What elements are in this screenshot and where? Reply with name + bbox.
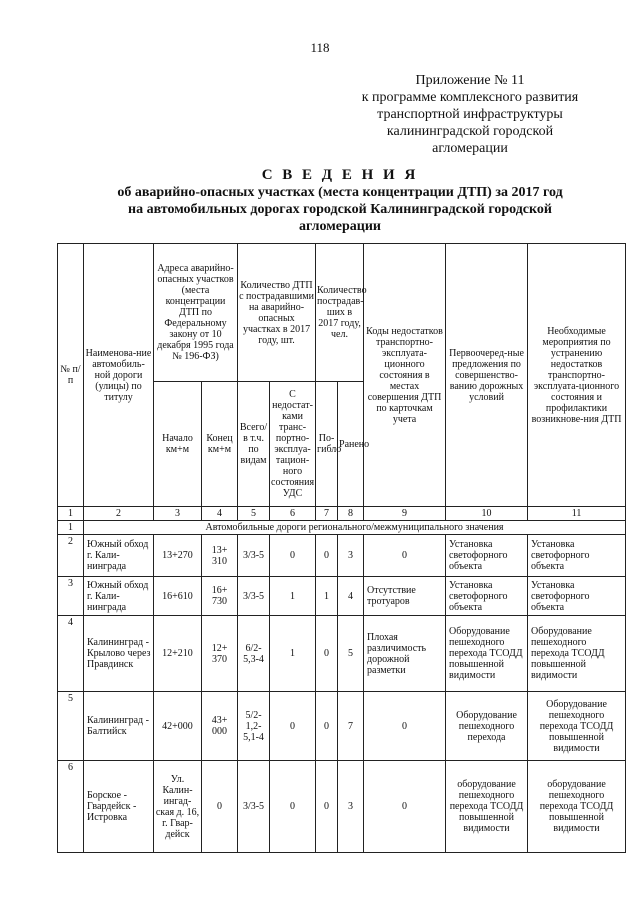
row-measures: Оборудование пешеходного перехода ТСОДД повышенной видимости [528, 692, 626, 761]
col-number: 3 [154, 507, 202, 521]
row-num: 6 [58, 761, 84, 853]
row-end: 0 [202, 761, 238, 853]
row-road: Южный обход г. Кали-нинграда [84, 577, 154, 616]
header-total: Всего/ в т.ч. по видам [238, 382, 270, 507]
page-number: 118 [310, 40, 330, 55]
row-killed: 0 [316, 692, 338, 761]
row-injured: 4 [338, 577, 364, 616]
row-killed: 0 [316, 535, 338, 577]
row-measures: Установка светофорного объекта [528, 535, 626, 577]
row-defects: 0 [270, 761, 316, 853]
row-codes: Плохая различимость дорожной разметки [364, 616, 446, 692]
appendix-line-1: Приложение № 11 [415, 73, 525, 88]
row-start: Ул. Калин-ингад-ская д. 16, г. Гвар-дейск [154, 761, 202, 853]
appendix-line-3: транспортной инфраструктуры [377, 107, 563, 122]
row-injured: 3 [338, 535, 364, 577]
title-main: С В Е Д Е Н И Я [261, 167, 419, 183]
header-road: Наименова-ние автомобиль-ной дороги (улицы) по титулу [84, 244, 154, 507]
header-victims: Количество пострадав-ших в 2017 году, чел. [316, 244, 364, 382]
row-total: 3/3-5 [238, 577, 270, 616]
row-road: Южный обход г. Кали-нинграда [84, 535, 154, 577]
header-injured: Ранено [338, 382, 364, 507]
row-end: 12+ 370 [202, 616, 238, 692]
appendix-line-5: агломерации [432, 141, 508, 156]
row-defects: 1 [270, 577, 316, 616]
row-end: 16+ 730 [202, 577, 238, 616]
row-proposals: Оборудование пешеходного перехода [446, 692, 528, 761]
row-defects: 0 [270, 692, 316, 761]
col-number: 4 [202, 507, 238, 521]
row-measures: Оборудование пешеходного перехода ТСОДД повышенной видимости [528, 616, 626, 692]
row-proposals: Установка светофорного объекта [446, 577, 528, 616]
row-killed: 1 [316, 577, 338, 616]
header-address: Адреса аварийно-опасных участков (места концентрации ДТП по Федеральному закону от 10 декабря 1995 года № 196-ФЗ) [154, 244, 238, 382]
row-injured: 7 [338, 692, 364, 761]
header-num: № п/п [58, 244, 84, 507]
title-line-2: на автомобильных дорогах городской Калининградской городской [128, 202, 552, 217]
row-proposals: Оборудование пешеходного перехода ТСОДД повышенной видимости [446, 616, 528, 692]
table-row [58, 692, 626, 761]
appendix-header [340, 72, 600, 157]
col-number: 1 [58, 507, 84, 521]
row-defects: 0 [270, 535, 316, 577]
row-total: 3/3-5 [238, 535, 270, 577]
row-total: 3/3-5 [238, 761, 270, 853]
section-row [58, 521, 626, 535]
row-measures: Установка светофорного объекта [528, 577, 626, 616]
row-measures: оборудование пешеходного перехода ТСОДД повышенной видимости [528, 761, 626, 853]
row-start: 13+270 [154, 535, 202, 577]
row-total: 6/2-5,3-4 [238, 616, 270, 692]
row-num: 4 [58, 616, 84, 692]
row-road: Борское - Гвардейск - Истровка [84, 761, 154, 853]
row-codes: 0 [364, 535, 446, 577]
row-injured: 5 [338, 616, 364, 692]
header-proposals: Первоочеред-ные предложения по совершенство-ванию дорожных условий [446, 244, 528, 507]
row-num: 3 [58, 577, 84, 616]
col-number: 10 [446, 507, 528, 521]
header-codes: Коды недостатков транспортно-эксплуата-ционного состояния в местах совершения ДТП по карточкам учета [364, 244, 446, 507]
col-number: 5 [238, 507, 270, 521]
table-row [58, 616, 626, 692]
document-title [40, 166, 640, 235]
row-killed: 0 [316, 761, 338, 853]
header-measures: Необходимые мероприятия по устранению недостатков транспортно-эксплуата-ционного состояния и профилактики возникнове-ния ДТП [528, 244, 626, 507]
row-codes: 0 [364, 692, 446, 761]
col-number: 6 [270, 507, 316, 521]
col-number: 7 [316, 507, 338, 521]
col-number: 2 [84, 507, 154, 521]
row-end: 43+ 000 [202, 692, 238, 761]
section-label: Автомобильные дороги регионального/межмуниципального значения [84, 521, 626, 535]
row-start: 12+210 [154, 616, 202, 692]
row-injured: 3 [338, 761, 364, 853]
header-end: Конец км+м [202, 382, 238, 507]
row-road: Калининград - Балтийск [84, 692, 154, 761]
row-proposals: оборудование пешеходного перехода ТСОДД повышенной видимости [446, 761, 528, 853]
col-number: 9 [364, 507, 446, 521]
title-line-3: агломерации [299, 219, 381, 234]
table-row [58, 577, 626, 616]
row-killed: 0 [316, 616, 338, 692]
col-number: 11 [528, 507, 626, 521]
row-codes: Отсутствие тротуаров [364, 577, 446, 616]
appendix-line-2: к программе комплексного развития [361, 90, 579, 105]
appendix-line-4: калининградской городской [386, 124, 554, 139]
title-line-1: об аварийно-опасных участках (места концентрации ДТП) за 2017 год [117, 185, 563, 200]
row-codes: 0 [364, 761, 446, 853]
section-num: 1 [58, 521, 84, 535]
col-number: 8 [338, 507, 364, 521]
header-defects: С недостат-ками транс-портно-эксплуа-тацион-ного состояния УДС [270, 382, 316, 507]
row-defects: 1 [270, 616, 316, 692]
table-row [58, 535, 626, 577]
row-total: 5/2-1,2-5,1-4 [238, 692, 270, 761]
row-start: 16+610 [154, 577, 202, 616]
row-num: 5 [58, 692, 84, 761]
row-num: 2 [58, 535, 84, 577]
header-start: Начало км+м [154, 382, 202, 507]
accident-sites-table [57, 243, 626, 853]
row-start: 42+000 [154, 692, 202, 761]
header-accidents: Количество ДТП с пострадавшими на аварийно-опасных участках в 2017 году, шт. [238, 244, 316, 382]
row-proposals: Установка светофорного объекта [446, 535, 528, 577]
row-end: 13+ 310 [202, 535, 238, 577]
table-row [58, 761, 626, 853]
row-road: Калининград - Крылово через Правдинск [84, 616, 154, 692]
header-killed: По-гибло [316, 382, 338, 507]
